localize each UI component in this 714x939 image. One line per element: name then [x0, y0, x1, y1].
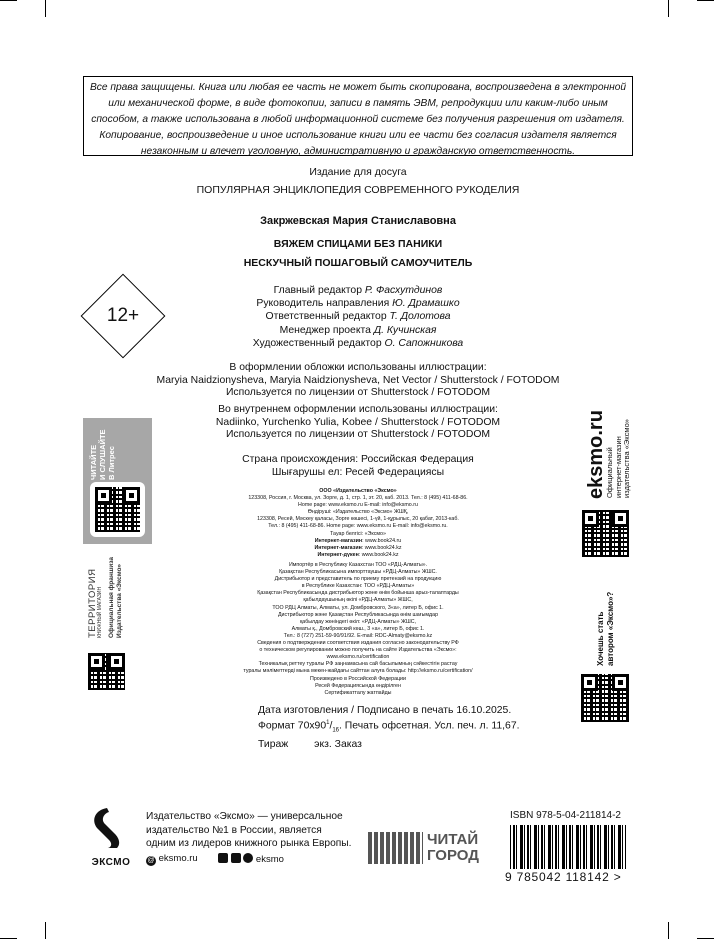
litres-qr-code[interactable] [95, 487, 140, 532]
legal-notice-line: или механической форме, в виде фотокопии, записи в память ЭВМ, репродукции или каким-либо иным [108, 98, 608, 109]
crop-mark [668, 922, 669, 939]
origin-country: Страна происхождения: Российская Федерация Шығарушы ел: Ресей Федерациясы [242, 454, 474, 478]
staff-line: Художественный редактор О. Сапожникова [252, 337, 464, 349]
barcode-digits: 9 785042 118142 > [505, 870, 622, 884]
territory-logo [88, 569, 103, 638]
crop-mark [45, 0, 46, 17]
vk-icon [218, 853, 228, 863]
inner-illustrations: Во внутреннем оформлении использованы иллюстрации: Nadiinko, Yurchenko Yulia, Kobee / Shutterstock / FOTODOM Используется по лицензии от Shutterstock / FOTODOM [215, 404, 501, 440]
chitai-gorod-logo [368, 832, 498, 866]
shop-line: Интернет-магазин: www.book24.kz [314, 544, 402, 551]
territory-note: Официальная франшиза Издательства «Эксмо» [108, 557, 123, 638]
legal-notice-line: незаконным и влечет уголовную, административную и гражданскую ответственность. [140, 146, 576, 157]
crop-mark [45, 922, 46, 939]
author-name: Закржевская Мария Станиславовна [260, 215, 456, 227]
eksmo-shop-note: Официальный интернет-магазин издательства «Эксмо» [605, 419, 631, 498]
print-run: Тираж экз. Заказ [258, 738, 362, 750]
litres-panel [83, 418, 152, 544]
series-title: ПОПУЛЯРНАЯ ЭНЦИКЛОПЕДИЯ СОВРЕМЕННОГО РУКОДЕЛИЯ [196, 184, 520, 196]
footer-site[interactable]: @ eksmo.ru [147, 853, 198, 864]
territory-sub: КНИЖНЫЙ МАГАЗИН [97, 586, 103, 638]
eksmo-qr-code[interactable] [582, 510, 629, 557]
print-date: Дата изготовления / Подписано в печать 16.10.2025. [258, 705, 512, 716]
book-title: ВЯЖЕМ СПИЦАМИ БЕЗ ПАНИКИ [273, 238, 443, 250]
telegram-icon [243, 853, 253, 863]
legal-notice-line: Копирование, воспроизведение и иное использование книги или ее части без согласия издателя является [99, 130, 617, 141]
age-rating: 12+ [106, 305, 140, 326]
territory-qr-code[interactable] [88, 653, 125, 690]
staff-line: Руководитель направления Ю. Драмашко [256, 298, 460, 310]
print-format: Формат $70x90^1/_{16}$. Печать офсетная. Усл. печ. л. 11,67. [258, 720, 520, 734]
staff-line: Ответственный редактор Т. Долотова [265, 311, 451, 323]
crop-mark [697, 0, 714, 1]
book-stripes-icon [368, 832, 423, 864]
importer-info: Импортёр в Республику Казахстан ТОО «РДЦ-Алматы». Қазақстан Республикасына импорттаушы «РДЦ-Алматы» ЖШС. Дистрибьютор и представитель по приему претензий на продукцию в Республике Казахстан: ТОО «РДЦ-Алматы» Қазақстан Республикасында дистрибьютор және өнім бойынша арыз-талаптарды қабылдаушының өкілі «РДЦ-Алматы» ЖШС, ТОО РДЦ Алматы, Алматы, ул. Домбровского, 3«а», литер Б, офис 1. Дистрибьютор және Қазақстан Республикасында өнім шағымдар қабылдау жөніндегі өкіл: «РДЦ-Алматы» ЖШС, Алматы қ., Домбровский көш., 3 «а», литер Б, офис 1. Тел.: 8 (727) 251-59-90/91/92. E-mail: RDC-Almaty@eksmo.kz Сведения о подтверждении соответствия издания согласно законодательству РФ о техническом регулировании можно получить на сайте Издательства «Эксмо»: www.eksmo.ru/certification Техникалық реттеу туралы РФ заңнамасына сай басылымның сәйкестігін растау туралы мәліметтерді мына мекен-жайдағы сайттан алуға болады: http://eksmo.ru/certification/ Произведено в Российской Федерации Ресей Федерациясында өндірілген Сертификатталу жатпайды [243, 562, 473, 696]
chitai-gorod-text: ЧИТАЙ ГОРОД [427, 831, 479, 864]
staff-list [210, 284, 506, 350]
edition-type: Издание для досуга [309, 166, 407, 178]
staff-line: Менеджер проекта Д. Кучинская [279, 324, 437, 336]
shop-line: Интернет-дүкен: www.book24.kz [317, 551, 399, 558]
publisher-info: ООО «Издательство «Эксмо» 123308, Россия, г. Москва, ул. Зорге, д. 1, стр. 1, эт. 20, каб. 2013. Тел.: 8 (495) 411-68-86. Home page: www.eksmo.ru E-mail: info@eksmo.ru Өндіруші: «Издательство «Эксмо» ЖШҚ, 123308, Ресей, Мәскеу қаласы, Зорге көшесі, 1-үй, 1-құрылыс, 20 қабат, 2013-каб. Тел.: 8 (495) 411-68-86. Home page: www.eksmo.ru E-mail: info@eksmo.ru. Тауар белгісі: «Эксмо» Интернет-магазин: www.book24.ru Интернет-магазин: www.book24.kz Интернет-дүкен: www.book24.kz [200, 488, 516, 559]
isbn: ISBN 978-5-04-211814-2 [510, 810, 621, 821]
eksmo-logo-text: ЭКСМО [91, 857, 131, 868]
crop-mark [0, 0, 17, 1]
eksmo-about: Издательство «Эксмо» — универсальное издательство №1 в России, является одним из лидеров книжного рынка Европы. [146, 811, 352, 849]
author-invite: Хочешь стать автором «Эксмо»? [596, 591, 615, 666]
eksmo-site-vertical[interactable]: eksmo.ru [585, 410, 607, 499]
book-subtitle: НЕСКУЧНЫЙ ПОШАГОВЫЙ САМОУЧИТЕЛЬ [243, 257, 473, 269]
staff-line: Главный редактор Р. Фасхутдинов [273, 285, 443, 296]
legal-notice-line: Все права защищены. Книга или любая ее часть не может быть скопирована, воспроизведена в электронной [89, 82, 627, 93]
web-icon: @ [147, 857, 155, 864]
territory-name: ТЕРРИТОРИЯ [87, 568, 98, 638]
footer-social[interactable]: eksmo [218, 853, 284, 865]
crop-mark [668, 0, 669, 17]
eksmo-logo [87, 806, 135, 866]
print-info [258, 704, 558, 751]
eksmo-logo-icon [87, 806, 135, 850]
author-qr-code[interactable] [581, 674, 629, 722]
legal-notice-line: способом, а также использована в любой информационной системе без получения разрешения от издателя. [91, 114, 625, 125]
isbn-barcode [510, 825, 626, 869]
cover-illustrations: В оформлении обложки использованы иллюстрации: Maryia Naidzionysheva, Maryia Naidzionysheva, Net Vector / Shutterstock / FOTODOM Используется по лицензии от Shutterstock / FOTODOM [156, 362, 560, 398]
litres-text: ЧИТАЙТЕ И СЛУШАЙТЕ В Литрес [89, 429, 116, 480]
ok-icon [231, 853, 241, 863]
shop-line: Интернет-магазин: www.book24.ru [314, 537, 402, 544]
legal-notice-box [83, 76, 633, 156]
